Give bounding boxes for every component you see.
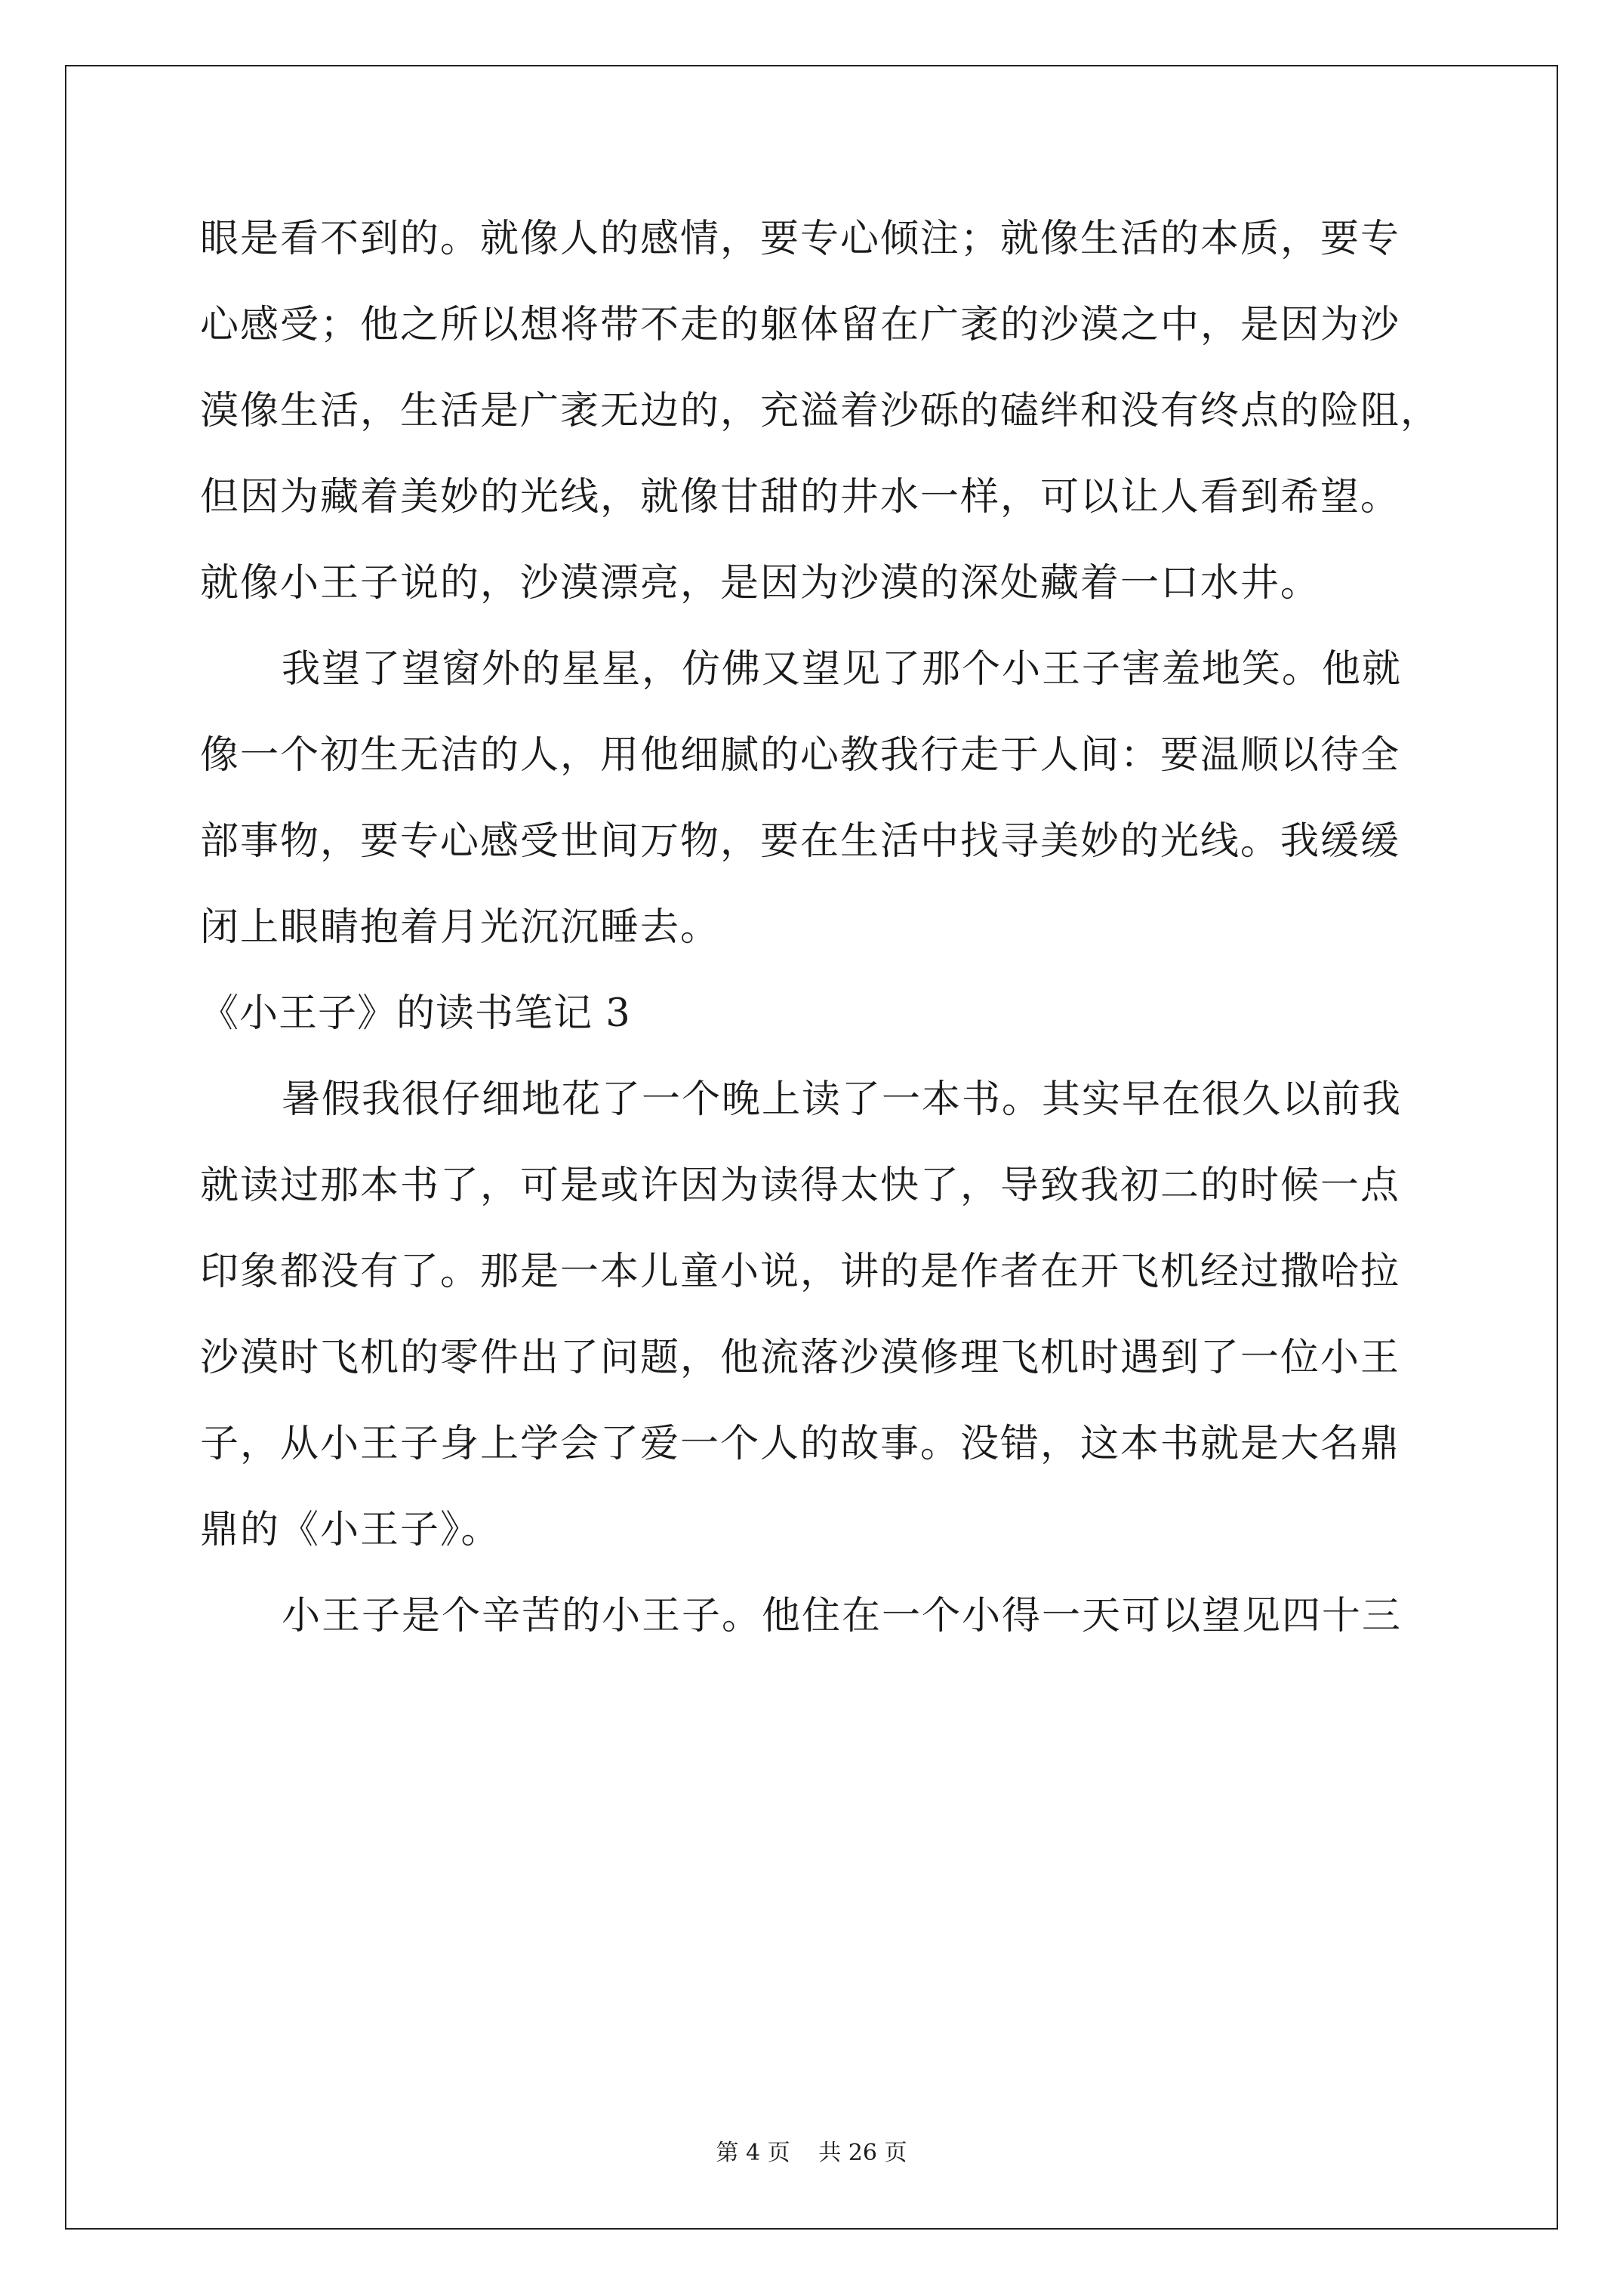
text-line: 就读过那本书了，可是或许因为读得太快了，导致我初二的时候一点 (200, 1163, 1401, 1208)
text-line: 闭上眼睛抱着月光沉沉睡去。 (200, 905, 721, 950)
paragraph-start-line: 我望了望窗外的星星，仿佛又望见了那个小王子害羞地笑。他就 (282, 647, 1403, 692)
document-body (200, 196, 1441, 1660)
text-line: 鼎的《小王子》。 (200, 1508, 501, 1552)
paragraph-start-line: 暑假我很仔细地花了一个晚上读了一本书。其实早在很久以前我 (282, 1077, 1403, 1122)
text-line: 就像小王子说的，沙漠漂亮，是因为沙漠的深处藏着一口水井。 (200, 561, 1321, 606)
text-line: 部事物，要专心感受世间万物，要在生活中找寻美妙的光线。我缓缓 (200, 819, 1401, 864)
text-line: 漠像生活，生活是广袤无边的，充溢着沙砾的磕绊和没有终点的险阻， (200, 389, 1441, 433)
text-line: 但因为藏着美妙的光线，就像甘甜的井水一样，可以让人看到希望。 (200, 475, 1401, 519)
section-heading: 《小王子》的读书笔记 3 (200, 991, 631, 1036)
text-line: 像一个初生无洁的人，用他细腻的心教我行走于人间：要温顺以待全 (200, 733, 1401, 778)
page-footer (0, 2138, 1623, 2168)
paragraph-start-line: 小王子是个辛苦的小王子。他住在一个小得一天可以望见四十三 (282, 1594, 1403, 1638)
text-line: 印象都没有了。那是一本儿童小说，讲的是作者在开飞机经过撒哈拉 (200, 1250, 1401, 1294)
text-line: 沙漠时飞机的零件出了问题，他流落沙漠修理飞机时遇到了一位小王 (200, 1336, 1401, 1380)
text-line: 心感受；他之所以想将带不走的躯体留在广袤的沙漠之中，是因为沙 (200, 303, 1401, 347)
text-line: 眼是看不到的。就像人的感情，要专心倾注；就像生活的本质，要专 (200, 217, 1401, 261)
text-line: 子，从小王子身上学会了爱一个人的故事。没错，这本书就是大名鼎 (200, 1422, 1401, 1466)
page-number-total: 共 26 页 (818, 2140, 907, 2166)
page-number-current: 第 4 页 (716, 2140, 790, 2166)
